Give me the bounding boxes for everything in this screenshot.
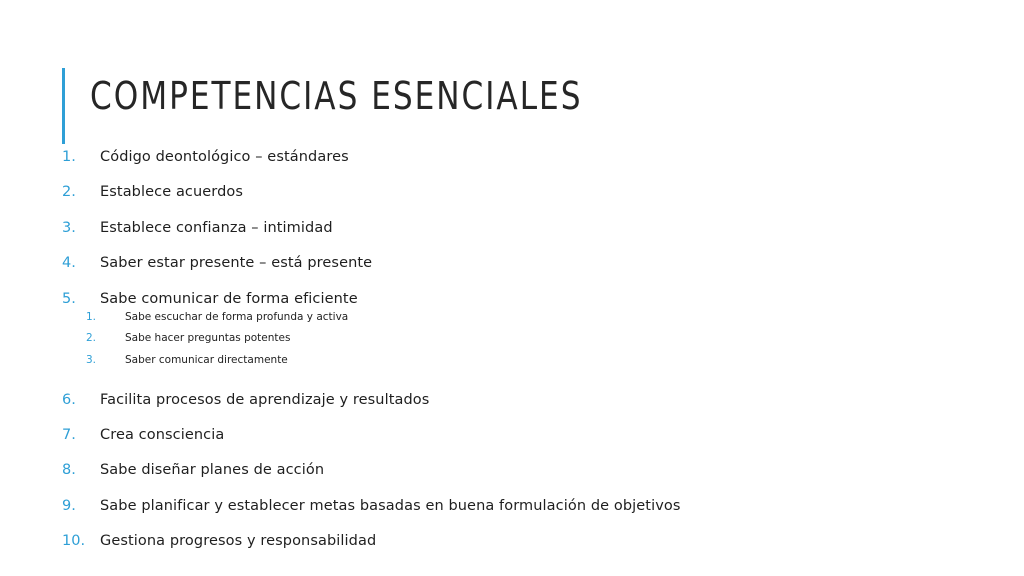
- list-item-number: 8.: [62, 462, 76, 479]
- list-item-1: [0, 146, 1024, 181]
- list-item-number: 6.: [62, 391, 76, 408]
- list-item-number: 9.: [62, 497, 76, 514]
- sub-list-item-text: Sabe escuchar de forma profunda y activa: [125, 310, 349, 323]
- list-item-text: Código deontológico – estándares: [100, 149, 349, 165]
- list-item-number: 10.: [62, 533, 86, 550]
- list-item-text: Crea consciencia: [100, 426, 225, 443]
- list-item-number: 3.: [62, 219, 76, 236]
- sub-list-item-number: 3.: [86, 353, 97, 366]
- list-item-text: Saber estar presente – está presente: [100, 255, 373, 272]
- title-accent-bar: [62, 68, 65, 144]
- list-item-4: [0, 252, 1024, 287]
- sub-list-item-text: Saber comunicar directamente: [125, 353, 288, 366]
- list-item-text: Establece confianza – intimidad: [100, 219, 333, 236]
- list-item-number: 4.: [62, 255, 76, 272]
- list-item-6: [0, 389, 1024, 424]
- list-item-text: Sabe planificar y establecer metas basadas en buena formulación de objetivos: [100, 497, 681, 514]
- list-item-text: Establece acuerdos: [100, 184, 244, 201]
- list-item-number: 5.: [62, 290, 76, 307]
- list-item-8: [0, 459, 1024, 494]
- slide-title: COMPETENCIAS ESENCIALES: [90, 74, 583, 118]
- list-item-9: [0, 495, 1024, 530]
- list-item-number: 2.: [62, 184, 76, 201]
- competencias-list: [0, 146, 1024, 566]
- list-item-text: Sabe diseñar planes de acción: [100, 462, 325, 479]
- list-item-7: [0, 424, 1024, 459]
- list-item-text: Gestiona progresos y responsabilidad: [100, 533, 377, 550]
- list-item-2: [0, 181, 1024, 216]
- sub-list-item-number: 1.: [86, 310, 97, 323]
- list-item-10: [0, 530, 1024, 565]
- sub-list-item-text: Sabe hacer preguntas potentes: [125, 332, 291, 345]
- list-item-5: [0, 288, 1024, 389]
- sub-list-item-number: 2.: [86, 332, 97, 345]
- list-item-text: Facilita procesos de aprendizaje y resultados: [100, 391, 430, 408]
- list-item-number: 1.: [62, 149, 76, 165]
- list-item-3: [0, 217, 1024, 252]
- list-item-number: 7.: [62, 426, 76, 443]
- list-item-text: Sabe comunicar de forma eficiente: [100, 290, 358, 307]
